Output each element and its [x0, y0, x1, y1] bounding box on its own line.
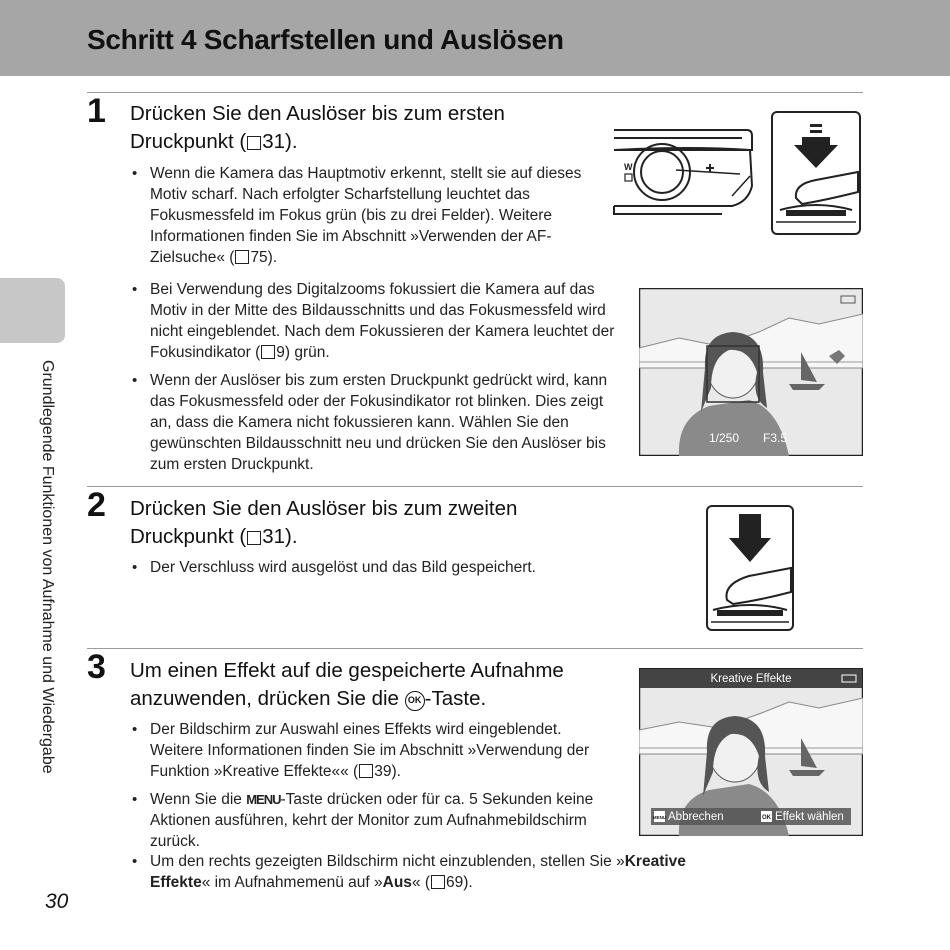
effects-screen-title: Kreative Effekte: [710, 673, 792, 685]
bullet-text: Wenn Sie die: [150, 791, 247, 808]
page-number: 30: [45, 890, 69, 913]
bullet-list: [130, 557, 590, 585]
cancel-label: Abbrechen: [668, 811, 724, 823]
step-title-line1: Um einen Effekt auf die gespeicherte Aufnahme: [130, 659, 564, 682]
list-item: [130, 370, 615, 475]
bullet-text: Wenn der Auslöser bis zum ersten Druckpunkt gedrückt wird, kann das Fokusmessfeld oder der Fokusindikator rot blinken. Dies zeigt an, dass die Kamera nicht fokussieren kann. Wählen Sie den gewünschten Bildausschnitt neu und drücken Sie den Auslöser bis zum ersten Druckpunkt.: [150, 372, 608, 473]
list-item: [130, 557, 590, 578]
list-item: [130, 719, 615, 782]
step-title-line1: Drücken Sie den Auslöser bis zum zweiten: [130, 497, 518, 520]
select-effect-label: Effekt wählen: [775, 811, 844, 823]
bullet-text: 39).: [374, 763, 401, 780]
bullet-text: Der Bildschirm zur Auswahl eines Effekts wird eingeblendet. Weitere Informationen finden Sie im Abschnitt »Verwendung der Funktion »Kreative Effekte«« (: [150, 721, 590, 780]
creative-effects-screen: [639, 668, 863, 836]
focus-screen-illustration: [639, 288, 863, 456]
reference-icon: [235, 250, 249, 264]
bullet-text: « im Aufnahmemenü auf »: [201, 874, 383, 891]
step-number: 3: [87, 648, 106, 686]
menu-key-label: MENU: [246, 792, 281, 807]
bullet-list: [130, 719, 615, 859]
step-number: 2: [87, 486, 106, 524]
bullet-text: « (: [411, 874, 431, 891]
list-item: [130, 163, 590, 268]
step-number: 1: [87, 92, 106, 130]
list-item: [130, 279, 615, 363]
bullet-text: Um den rechts gezeigten Bildschirm nicht einzublenden, stellen Sie »: [150, 853, 625, 870]
bullet-text: -Taste drücken oder für ca. 5 Sekunden keine Aktionen ausführen, kehrt der Monitor zum Aufnahmebildschirm zurück.: [150, 791, 594, 850]
bullet-list: [130, 851, 690, 900]
reference-icon: [431, 875, 445, 889]
step-title: [130, 100, 600, 156]
full-press-illustration: [705, 504, 795, 632]
bullet-list: [130, 163, 590, 275]
chapter-tab: [0, 278, 65, 343]
chapter-label: Grundlegende Funktionen von Aufnahme und Wiedergabe: [39, 360, 56, 774]
menu-key-icon: MENU: [652, 815, 667, 820]
list-item: [130, 789, 615, 852]
divider: [87, 486, 863, 487]
page-header: [0, 0, 950, 76]
step-title-line1: Drücken Sie den Auslöser bis zum ersten: [130, 102, 505, 125]
camera-top-illustration: [612, 110, 864, 236]
ok-button-icon: OK: [405, 691, 425, 711]
shutter-speed: 1/250: [709, 431, 740, 445]
bullet-text: Der Verschluss wird ausgelöst und das Bild gespeichert.: [150, 559, 536, 576]
step-title-line2b: 31).: [262, 130, 298, 153]
bullet-text: Wenn die Kamera das Hauptmotiv erkennt, stellt sie auf dieses Motiv scharf. Nach erfolgter Scharfstellung leuchtet das Fokusmessfeld im Fokus grün (bis zu drei Felder). Weitere Informationen finden Sie im Abschnitt »Verwenden der AF-Zielsuche« (: [150, 165, 582, 266]
menu-option-bold: Kreative Effekte: [150, 853, 686, 891]
divider: [87, 92, 863, 93]
ok-key-icon: OK: [762, 815, 771, 821]
bullet-list: [130, 279, 615, 482]
reference-icon: [247, 531, 261, 545]
divider: [87, 648, 863, 649]
step-title-line2b: -Taste.: [424, 687, 487, 710]
bullet-text: 69).: [446, 874, 473, 891]
step-title-line2a: anzuwenden, drücken Sie die: [130, 687, 405, 710]
svg-text:W: W: [624, 162, 633, 172]
list-item: [130, 851, 690, 893]
step-title-line2a: Druckpunkt (: [130, 525, 247, 548]
step-title-line2a: Druckpunkt (: [130, 130, 247, 153]
aperture-value: F3.5: [763, 431, 788, 445]
setting-value-bold: Aus: [382, 874, 412, 891]
step-title-line2b: 31).: [262, 525, 298, 548]
bullet-text: 9) grün.: [276, 344, 330, 361]
bullet-text: 75).: [250, 249, 278, 266]
page-title: Schritt 4 Scharfstellen und Auslösen: [87, 24, 564, 55]
reference-icon: [261, 345, 275, 359]
step-title: [130, 495, 600, 551]
reference-icon: [247, 136, 261, 150]
reference-icon: [359, 764, 373, 778]
step-title: [130, 657, 625, 713]
bullet-text: Bei Verwendung des Digitalzooms fokussiert die Kamera auf das Motiv in der Mitte des Bildausschnitts und das Fokusmessfeld wird nicht eingeblendet. Nach dem Fokussieren der Kamera leuchtet der Fokusindikator (: [150, 281, 615, 361]
